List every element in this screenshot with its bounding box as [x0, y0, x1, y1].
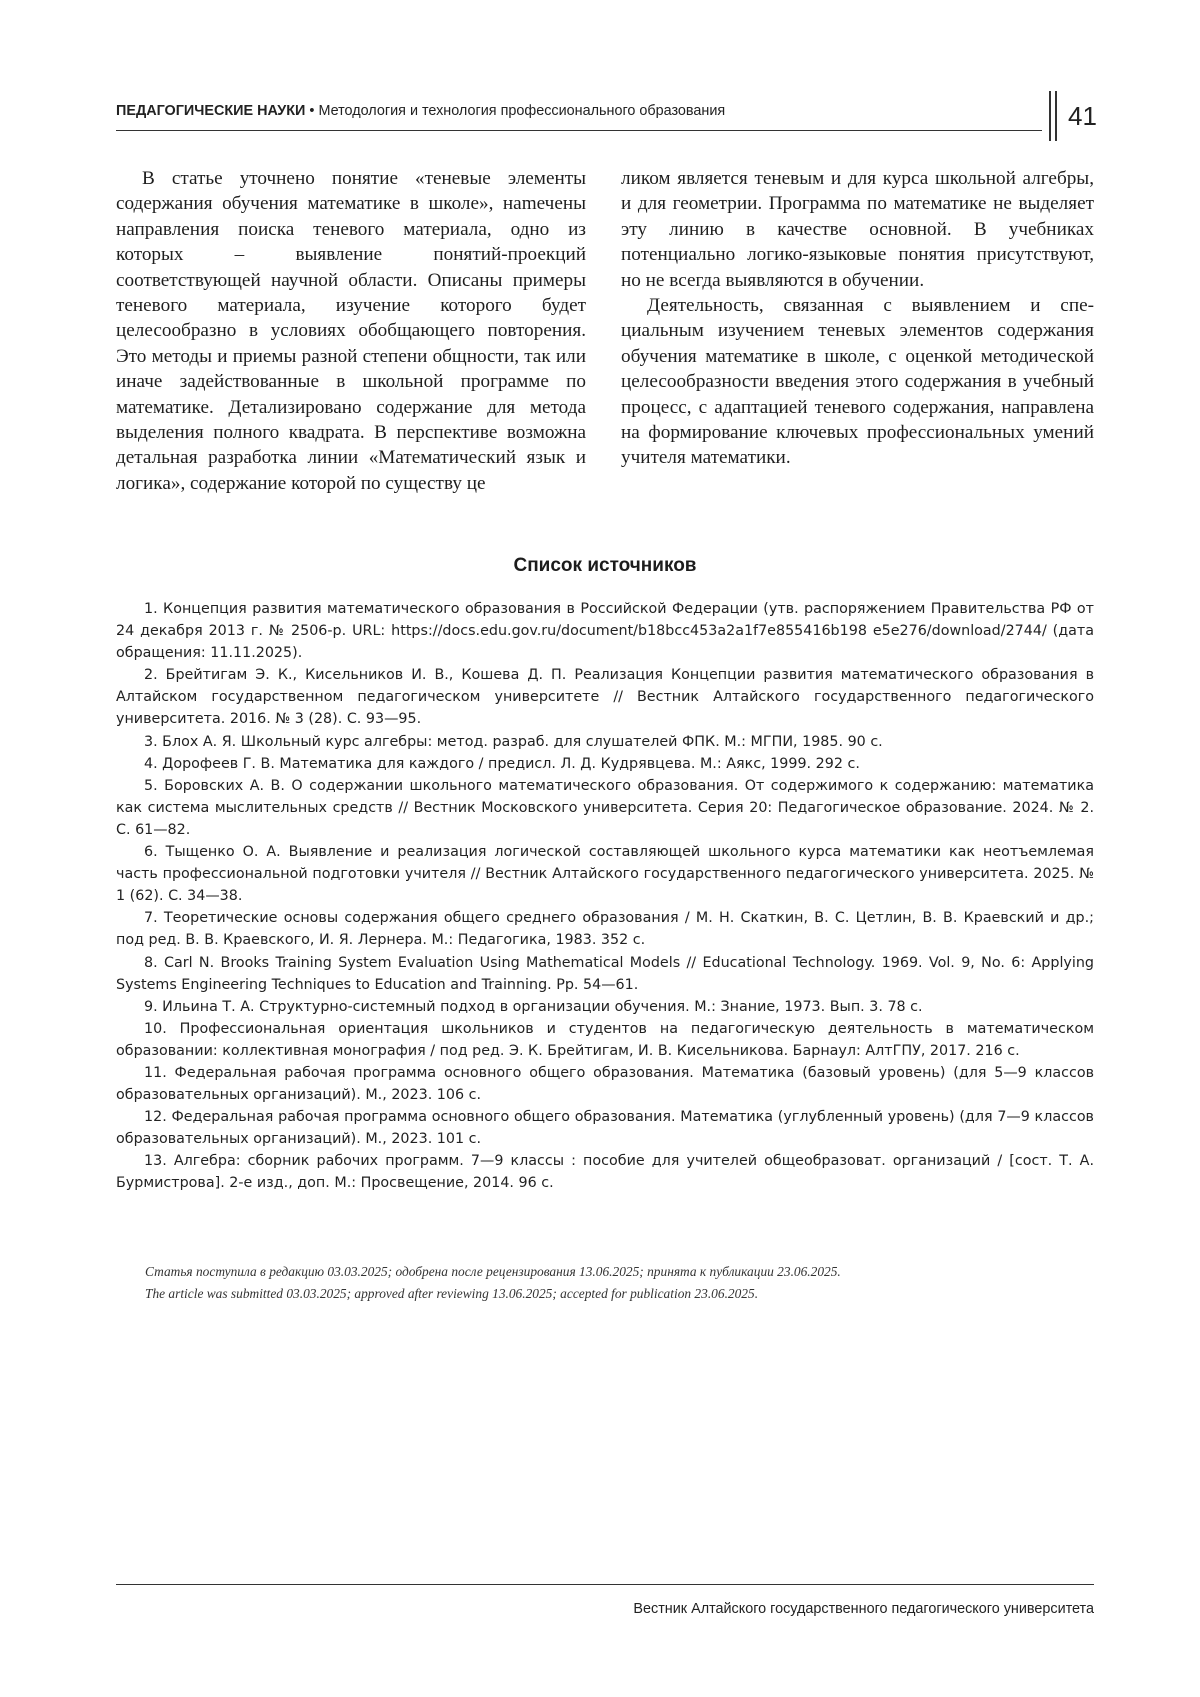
- body-column-right: [621, 166, 1094, 471]
- footer-journal-title: Вестник Алтайского государственного педагогического университета: [633, 1601, 1094, 1617]
- reference-item: 11. Федеральная рабочая программа основного общего образования. Математика (базовый уровень) (для 5—9 классов образовательных организаций). М., 2023. 106 с.: [116, 1064, 1094, 1104]
- paragraph: ликом является теневым и для курса школьной алгебры, и для геометрии. Программа по математике не выделяет эту линию в качестве основной. В учебниках потенциально логико-языковые понятия присутствуют, но не всегда выявляются в обучении.: [621, 168, 1094, 291]
- body-column-left: [116, 166, 586, 496]
- reference-item: 3. Блох А. Я. Школьный курс алгебры: метод. разраб. для слушателей ФПК. М.: МГПИ, 1985. 90 с.: [144, 733, 883, 750]
- reference-item: 13. Алгебра: сборник рабочих программ. 7—9 классы : пособие для учителей общеобразоват. организаций / [сост. Т. А. Бурмистрова]. 2-е изд., доп. М.: Просвещение, 2014. 96 с.: [116, 1153, 1094, 1192]
- references-list: [116, 598, 1094, 1195]
- paragraph: Деятельность, связанная с выявлением и специальным изучением теневых элементов содержания обучения математике в школе, с оценкой методической целесообразности введения этого содержания в учебный процесс, с адаптацией теневого содержания, направлена на формирование ключевых профессиональных умений учителя математики.: [621, 295, 1094, 469]
- reference-item: 8. Carl N. Brooks Training System Evaluation Using Mathematical Models // Educational Technology. 1969. Vol. 9, No. 6: Applying Systems Engineering Techniques to Education and Trainning. Pp. 54—61.: [116, 954, 1094, 993]
- submission-note-ru: Статья поступила в редакцию 03.03.2025; одобрена после рецензирования 13.06.2025; принята к публикации 23.06.2025.: [145, 1264, 841, 1279]
- reference-item: 12. Федеральная рабочая программа основного общего образования. Математика (углубленный уровень) (для 7—9 классов образовательных организаций). М., 2023. 101 с.: [116, 1109, 1094, 1148]
- reference-item: 7. Теоретические основы содержания общего среднего образования / М. Н. Скаткин, В. С. Цетлин, В. В. Краевский и др.; под ред. В. В. Краевского, И. Я. Лернера. М.: Педагогика, 1983. 352 с.: [116, 910, 1094, 949]
- reference-item: 4. Дорофеев Г. В. Математика для каждого / предисл. Л. Д. Кудрявцева. М.: Аякс, 1999. 292 с.: [144, 755, 860, 772]
- paragraph: В статье уточнено понятие «теневые элементы содержания обучения математике в школе», наmечены направления поиска теневого материала, одно из которых – выявление понятий-проекций соответствующей научной области. Описаны примеры теневого материала, изучение которого будет целесообразно в условиях обобщающего повторения. Это методы и приемы разной степени общности, так или иначе задействованные в школьной программе по математике. Детализировано содержание для метода выделения полного квадрата. В перспективе возможна детальная разработка линии «Математический язык и логика», содержание которой по существу це: [116, 168, 586, 494]
- header-separator: •: [305, 103, 319, 119]
- reference-item: 1. Концепция развития математического образования в Российской Федерации (утв. распоряжением Правительства РФ от 24 декабря 2013 г. № 2506-р. URL: https://docs.edu.gov.ru/document/b18bcc453a2a1f7e855416b198 e5e276/download/2744/ (дата обращения: 11.11.2025).: [116, 601, 1094, 662]
- reference-item: 5. Боровских А. В. О содержании школьного математического образования. От содержимого к содержанию: математика как система мыслительных средств // Вестник Московского университета. Серия 20: Педагогическое образование. 2024. № 2. С. 61—82.: [116, 777, 1094, 838]
- reference-item: 6. Тыщенко О. А. Выявление и реализация логической составляющей школьного курса математики как неотъемлемая часть профессиональной подготовки учителя // Вестник Алтайского государственного педагогического университета. 2025. № 1 (62). С. 34—38.: [116, 844, 1094, 905]
- header-section: ПЕДАГОГИЧЕСКИЕ НАУКИ: [116, 103, 306, 119]
- running-header: [116, 103, 1041, 119]
- footer-rule: [116, 1584, 1094, 1585]
- header-double-bar-right: [1055, 91, 1057, 141]
- page-number: 41: [1068, 101, 1097, 131]
- submission-note-en: The article was submitted 03.03.2025; approved after reviewing 13.06.2025; accepted for publication 23.06.2025.: [145, 1286, 759, 1301]
- header-double-bar-left: [1049, 91, 1051, 141]
- header-subtitle: Методология и технология профессионального образования: [318, 103, 726, 119]
- header-rule: [116, 130, 1042, 131]
- reference-item: 2. Брейтигам Э. К., Кисельников И. В., Кошева Д. П. Реализация Концепции развития математического образования в Алтайском государственном педагогическом университете // Вестник Алтайского государственного педагогического университета. 2016. № 3 (28). С. 93—95.: [116, 667, 1094, 728]
- references-title: Список источников: [513, 555, 697, 576]
- reference-item: 10. Профессиональная ориентация школьников и студентов на педагогическую деятельность в математическом образовании: коллективная монография / под ред. Э. К. Брейтигам, И. В. Кисельникова. Барнаул: АлтГПУ, 2017. 216 с.: [116, 1020, 1094, 1059]
- submission-note: [145, 1261, 1085, 1305]
- reference-item: 9. Ильина Т. А. Структурно-системный подход в организации обучения. М.: Знание, 1973. Вып. 3. 78 с.: [144, 998, 923, 1015]
